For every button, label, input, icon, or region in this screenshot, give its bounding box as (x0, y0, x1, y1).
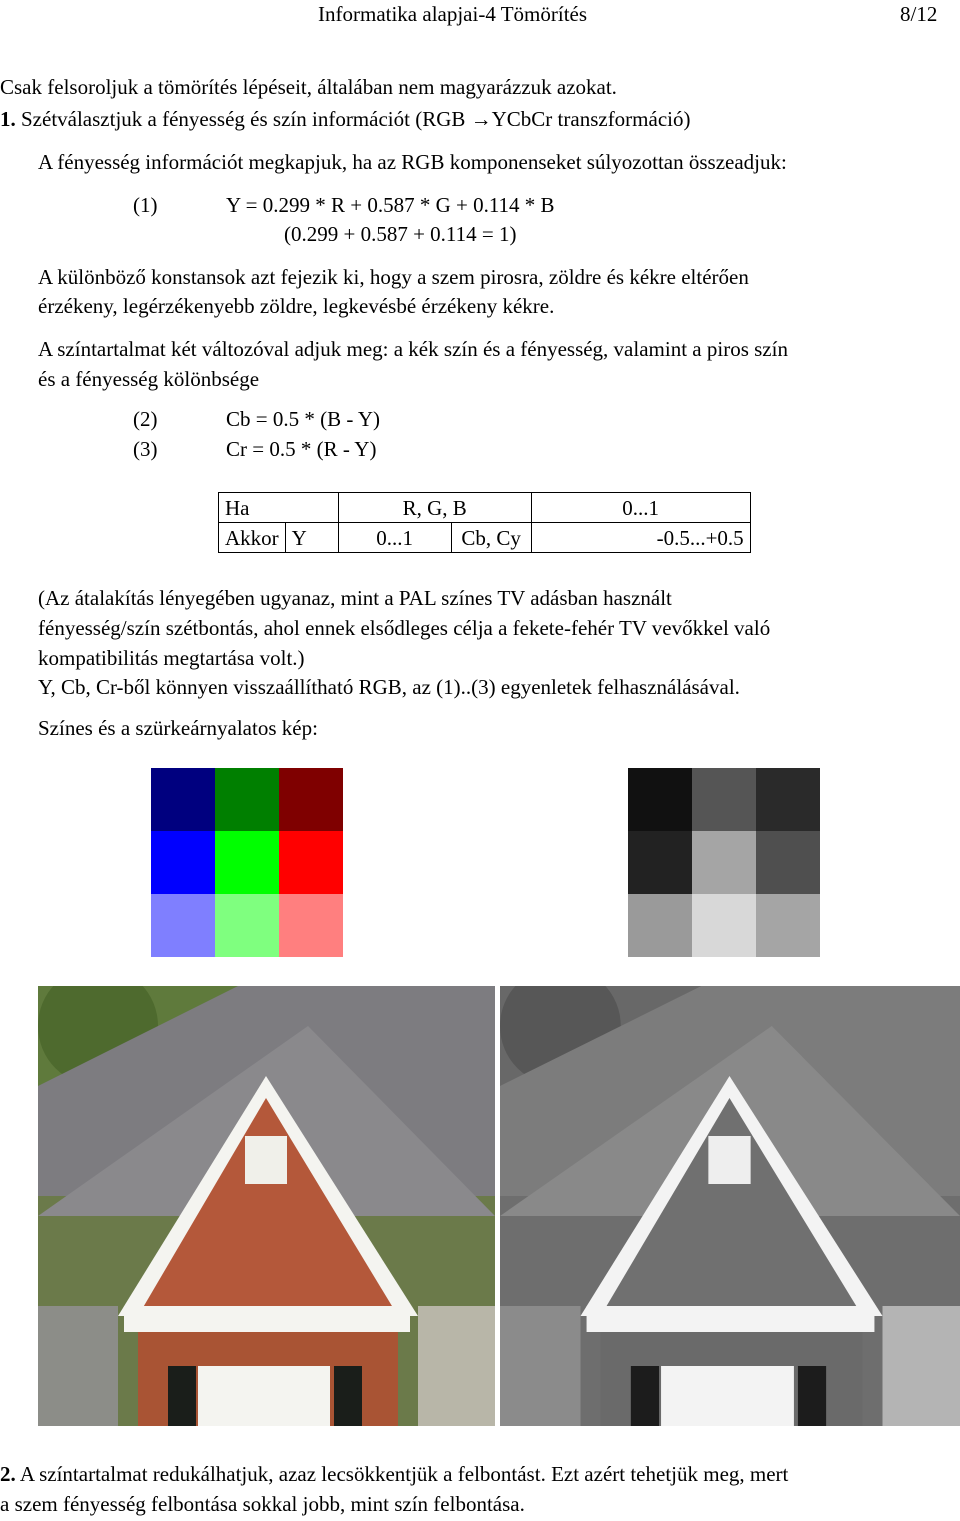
step-2-text-1: A színtartalmat redukálhatjuk, azaz lecsökkentjük a felbontást. Ezt azért tehetjük meg, mert (19, 1462, 789, 1486)
images-caption: Színes és a szürkeárnyalatos kép: (38, 716, 318, 740)
eq2-number: (2) (133, 407, 158, 431)
eq1-formula: Y = 0.299 * R + 0.587 * G + 0.114 * B (226, 193, 555, 217)
color-swatch (151, 894, 215, 957)
restore-paragraph: Y, Cb, Cr-ből könnyen visszaállítható RGB, az (1)..(3) egyenletek felhasználásával. (38, 675, 740, 699)
pal-line-2: fényesség/szín szétbontás, ahol ennek elsődleges célja a fekete-fehér TV vevőkkel való (38, 616, 771, 640)
grayscale-swatch-grid (628, 768, 820, 957)
step-1 (0, 107, 690, 132)
gray-swatch (692, 768, 756, 831)
table-row (219, 493, 751, 523)
eq3-number: (3) (133, 437, 158, 461)
color-swatch (151, 831, 215, 894)
table-cell: Cb, Cy (451, 523, 531, 553)
luma-paragraph: A fényesség információt megkapjuk, ha az RGB komponenseket súlyozottan összeadjuk: (38, 150, 787, 174)
chroma-line-1: A színtartalmat két változóval adjuk meg: a kék szín és a fényesség, valamint a piros szín (38, 337, 788, 361)
gray-swatch (628, 831, 692, 894)
eq1-number: (1) (133, 193, 158, 217)
eq1-sum: (0.299 + 0.587 + 0.114 = 1) (284, 222, 517, 246)
gray-swatch (756, 768, 820, 831)
header-title: Informatika alapjai-4 Tömörítés (318, 2, 588, 26)
arrow-right-icon: → (470, 107, 492, 131)
table-row (219, 523, 751, 553)
step-1-text2: YCbCr transzformáció) (491, 107, 691, 131)
color-swatch (151, 768, 215, 831)
gray-swatch (756, 894, 820, 957)
chroma-line-2: és a fényesség kölönbsége (38, 367, 260, 391)
house-color-image (38, 986, 495, 1426)
table-cell: Akkor (219, 523, 286, 553)
gray-swatch (756, 831, 820, 894)
table-cell: R, G, B (338, 493, 531, 523)
color-swatch (215, 894, 279, 957)
color-swatch (215, 768, 279, 831)
table-cell: 0...1 (338, 523, 451, 553)
house-grayscale-image (500, 986, 960, 1426)
pal-line-1: (Az átalakítás lényegében ugyanaz, mint a PAL színes TV adásban használt (38, 586, 672, 610)
table-cell: -0.5...+0.5 (531, 523, 750, 553)
step-2-number: 2. (0, 1462, 16, 1486)
table-cell: Ha (219, 493, 339, 523)
step-2-line-2: a szem fényesség felbontása sokkal jobb, mint szín felbontása. (0, 1492, 525, 1516)
eq2-formula: Cb = 0.5 * (B - Y) (226, 407, 380, 431)
eq3-formula: Cr = 0.5 * (R - Y) (226, 437, 377, 461)
color-swatch (279, 894, 343, 957)
step-1-number: 1. (0, 107, 16, 131)
color-swatch-grid (151, 768, 343, 957)
gray-swatch (628, 768, 692, 831)
table-cell: 0...1 (531, 493, 750, 523)
gray-swatch (692, 894, 756, 957)
step-2-line-1 (0, 1462, 788, 1487)
gray-swatch (692, 831, 756, 894)
page-number: 8/12 (900, 2, 938, 26)
gray-swatch (628, 894, 692, 957)
intro-text: Csak felsoroljuk a tömörítés lépéseit, általában nem magyarázzuk azokat. (0, 75, 617, 99)
constants-line-1: A különböző konstansok azt fejezik ki, hogy a szem pirosra, zöldre és kékre eltérően (38, 265, 749, 289)
color-swatch (279, 768, 343, 831)
pal-line-3: kompatibilitás megtartása volt.) (38, 646, 305, 670)
step-1-text: Szétválasztjuk a fényesség és szín információt (RGB (21, 107, 466, 131)
constants-line-2: érzékeny, legérzékenyebb zöldre, legkevésbé érzékeny kékre. (38, 294, 555, 318)
color-swatch (215, 831, 279, 894)
range-table (218, 492, 751, 553)
color-swatch (279, 831, 343, 894)
table-cell: Y (285, 523, 338, 553)
